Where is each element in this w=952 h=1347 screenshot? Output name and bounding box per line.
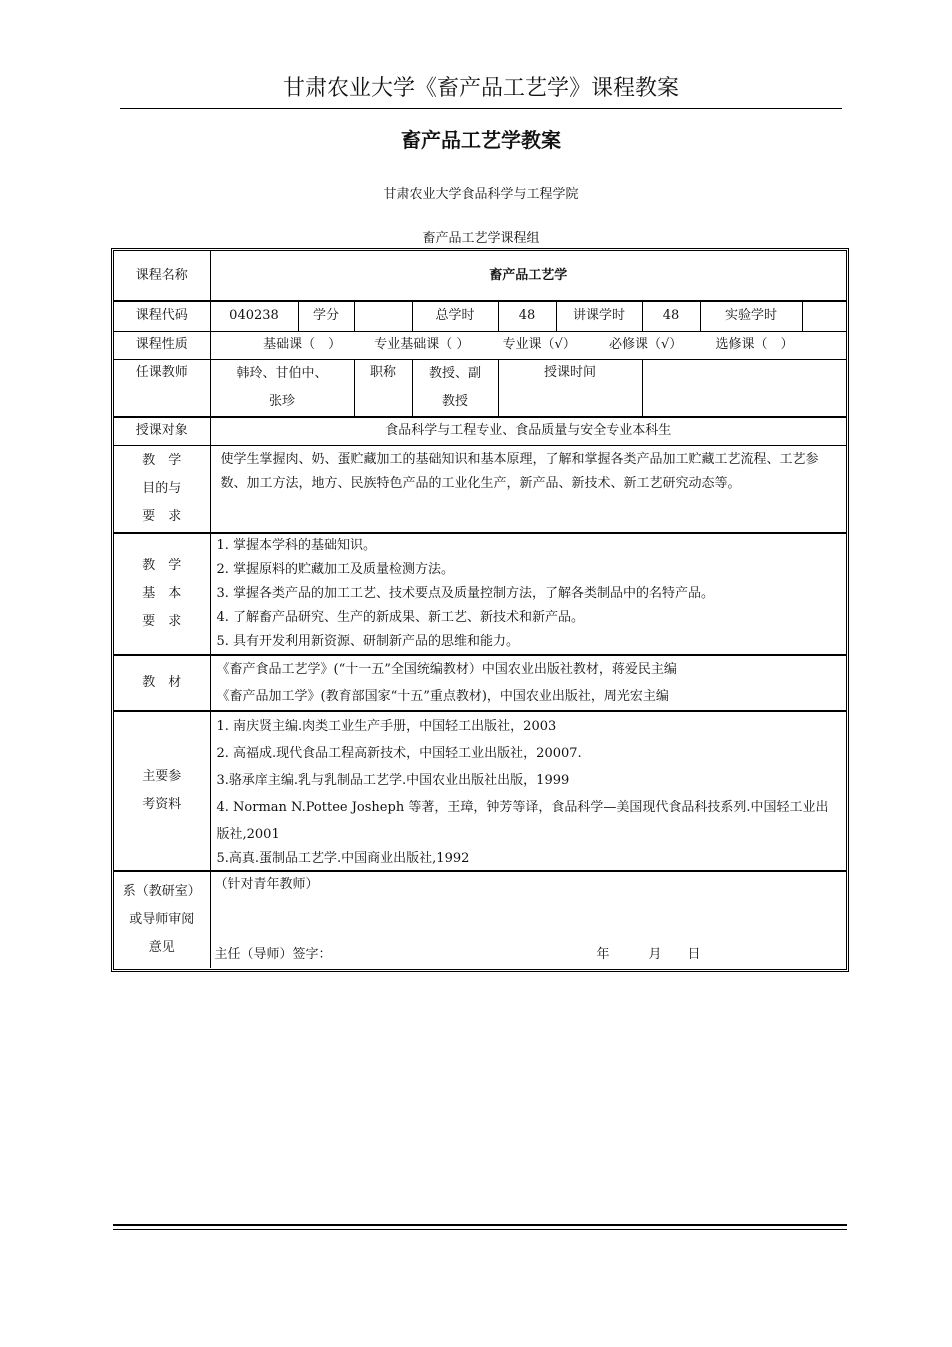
references-list xyxy=(210,711,846,871)
page-header-title: 甘肃农业大学《畜产品工艺学》课程教案 xyxy=(282,76,679,101)
reference-item: 3.骆承庠主编.乳与乳制品工艺学.中国农业出版社出版，1999 xyxy=(216,772,570,788)
row-course-name xyxy=(114,251,846,301)
nature-option-elective: 选修课（ ） xyxy=(715,337,794,352)
course-info-table-frame xyxy=(111,248,849,972)
references-label-line-1: 主要参 xyxy=(142,769,182,784)
course-nature-options xyxy=(210,331,846,359)
review-date-label: 年 月 日 xyxy=(596,947,701,962)
textbook-list xyxy=(210,655,846,711)
basic-label-line-1: 教 学 xyxy=(142,558,182,573)
row-course-code xyxy=(114,301,846,331)
purpose-label-line-1: 教 学 xyxy=(142,452,182,468)
footer-rule-thick xyxy=(113,1224,847,1226)
references-label xyxy=(114,711,210,871)
nature-option-professional-basic: 专业基础课（ ） xyxy=(374,337,470,352)
textbook-item: 《畜产品加工学》(教育部国家“十五”重点教材)，中国农业出版社，周光宏主编 xyxy=(216,689,669,704)
review-label-line-1: 系（教研室） xyxy=(122,884,201,899)
reference-item: 2. 高福成.现代食品工程高新技术，中国轻工业出版社，20007. xyxy=(216,745,582,761)
teaching-time-label: 授课时间 xyxy=(498,359,642,417)
row-basic-requirements xyxy=(114,533,846,655)
footer-rule-thin xyxy=(113,1229,847,1230)
basic-requirement-item: 4. 了解畜产品研究、生产的新成果、新工艺、新技术和新产品。 xyxy=(216,610,585,625)
lecture-hours-label: 讲课学时 xyxy=(556,301,642,331)
reference-item: 1. 南庆贤主编.肉类工业生产手册，中国轻工出版社，2003 xyxy=(216,718,557,734)
lecture-hours-value: 48 xyxy=(642,301,700,331)
purpose-text: 使学生掌握肉、奶、蛋贮藏加工的基础知识和基本原理，了解和掌握各类产品加工贮藏工艺流程、工艺参数、加工方法，地方、民族特色产品的工业化生产，新产品、新技术、新工艺研究动态等。 xyxy=(220,451,819,491)
total-hours-value: 48 xyxy=(498,301,556,331)
course-name-label: 课程名称 xyxy=(114,251,210,301)
course-name-value: 畜产品工艺学 xyxy=(210,251,846,301)
review-note: （针对青年教师） xyxy=(214,877,319,892)
basic-label-line-3: 要 求 xyxy=(142,614,182,629)
job-title-label: 职称 xyxy=(354,359,412,417)
basic-requirement-item: 1. 掌握本学科的基础知识。 xyxy=(216,538,377,553)
job-title-line-1: 教授、副 xyxy=(428,365,481,381)
teaching-time-value xyxy=(642,359,846,417)
document-title: 畜产品工艺学教案 xyxy=(401,128,561,152)
nature-option-professional: 专业课（√） xyxy=(502,337,576,352)
purpose-label-line-2: 目的与 xyxy=(142,480,182,496)
reference-item: 4. Norman N.Pottee Josheph 等著，王璋，钟芳等译，食品科学—美国现代食品科技系列.中国轻工业出版社,2001 xyxy=(216,799,829,842)
basic-requirements-label xyxy=(114,533,210,655)
header-rule xyxy=(120,108,842,109)
course-code-value: 040238 xyxy=(210,301,298,331)
course-info-table xyxy=(114,251,846,968)
purpose-value xyxy=(210,445,846,533)
basic-requirement-item: 2. 掌握原料的贮藏加工及质量检测方法。 xyxy=(216,562,455,577)
target-label: 授课对象 xyxy=(114,417,210,445)
reference-item: 5.高真.蛋制品工艺学.中国商业出版社,1992 xyxy=(216,850,470,866)
target-value: 食品科学与工程专业、食品质量与安全专业本科生 xyxy=(210,417,846,445)
review-value xyxy=(210,871,846,968)
basic-label-line-2: 基 本 xyxy=(142,586,182,601)
course-group: 畜产品工艺学课程组 xyxy=(422,231,540,246)
row-purpose xyxy=(114,445,846,533)
job-title-line-2: 教授 xyxy=(441,393,468,409)
basic-requirement-item: 3. 掌握各类产品的加工工艺、技术要点及质量控制方法，了解各类制品中的名特产品。 xyxy=(216,586,715,601)
course-code-label: 课程代码 xyxy=(114,301,210,331)
row-course-nature xyxy=(114,331,846,359)
row-references xyxy=(114,711,846,871)
review-signature-label: 主任（导师）签字： xyxy=(214,947,332,962)
job-title-value xyxy=(412,359,498,417)
credit-label: 学分 xyxy=(298,301,354,331)
review-label xyxy=(114,871,210,968)
review-label-line-2: 或导师审阅 xyxy=(129,912,195,927)
college-name: 甘肃农业大学食品科学与工程学院 xyxy=(383,187,579,202)
basic-requirement-item: 5. 具有开发利用新资源、研制新产品的思维和能力。 xyxy=(216,634,520,649)
review-label-line-3: 意见 xyxy=(148,940,175,955)
textbook-label: 教 材 xyxy=(114,655,210,711)
lab-hours-label: 实验学时 xyxy=(700,301,802,331)
purpose-label xyxy=(114,445,210,533)
row-review xyxy=(114,871,846,968)
teacher-label: 任课教师 xyxy=(114,359,210,417)
row-textbooks xyxy=(114,655,846,711)
teacher-line-2: 张珍 xyxy=(268,393,295,409)
nature-option-required: 必修课（√） xyxy=(609,337,683,352)
teacher-value xyxy=(210,359,354,417)
references-label-line-2: 考资料 xyxy=(142,797,182,812)
row-teacher xyxy=(114,359,846,417)
nature-option-basic: 基础课（ ） xyxy=(263,337,342,352)
credit-value xyxy=(354,301,412,331)
total-hours-label: 总学时 xyxy=(412,301,498,331)
row-target xyxy=(114,417,846,445)
lab-hours-value xyxy=(802,301,846,331)
basic-requirements-list xyxy=(210,533,846,655)
teacher-line-1: 韩玲、甘伯中、 xyxy=(236,365,328,381)
textbook-item: 《畜产食品工艺学》(“十一五”全国统编教材）中国农业出版社教材，蒋爱民主编 xyxy=(216,662,677,677)
course-nature-label: 课程性质 xyxy=(114,331,210,359)
purpose-label-line-3: 要 求 xyxy=(142,508,182,524)
